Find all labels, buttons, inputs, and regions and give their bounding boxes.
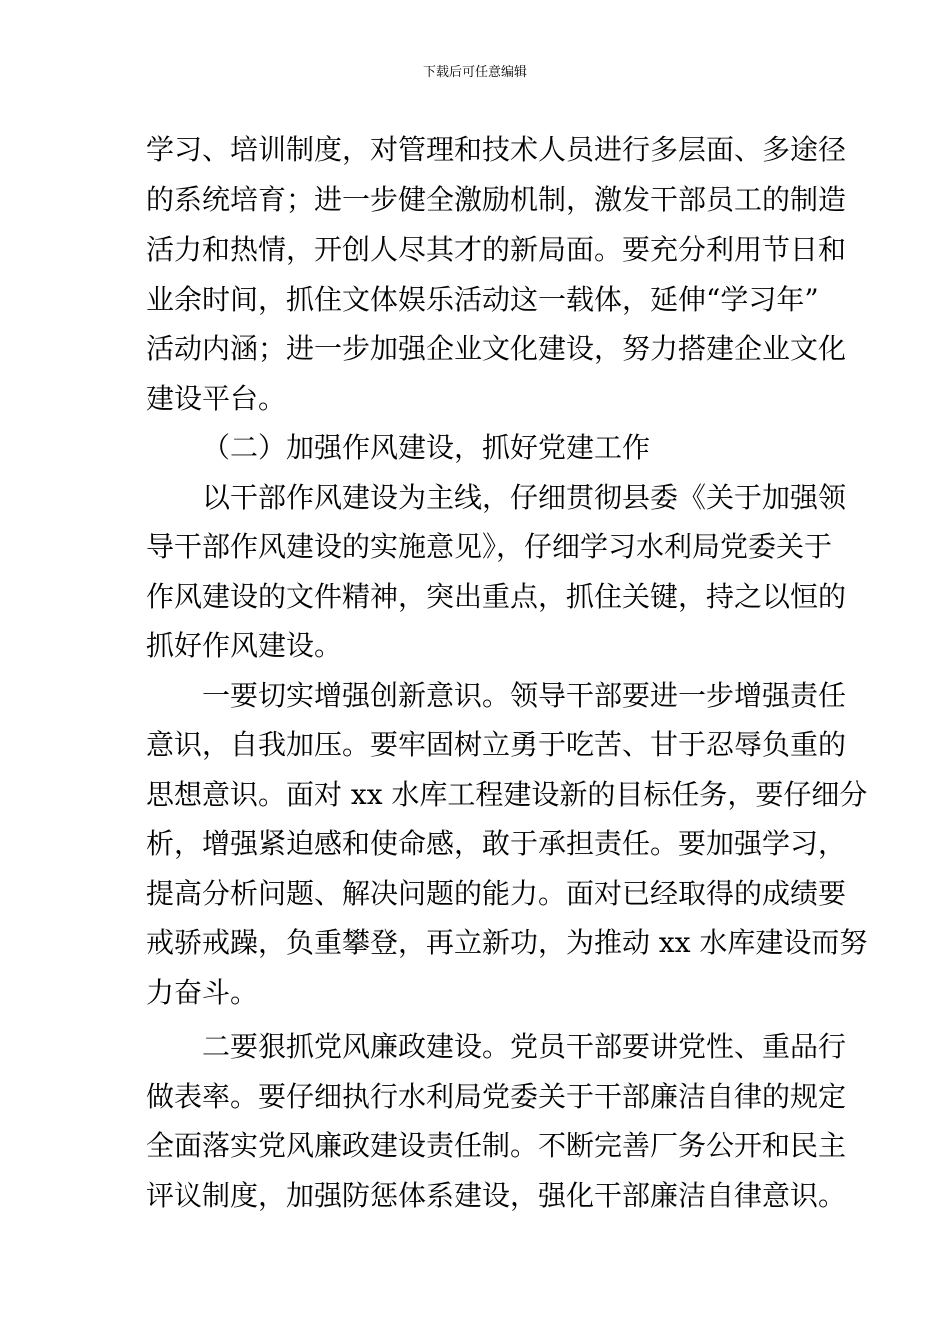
page-header-note: 下载后可任意编辑 [422, 65, 527, 80]
body-line: 全面落实党风廉政建设责任制。不断完善厂务公开和民主 [146, 1129, 847, 1162]
body-line: 思想意识。面对 xx 水库工程建设新的目标任务，要仔细分 [146, 778, 868, 811]
body-line: 导干部作风建设的实施意见》，仔细学习水利局党委关于 [146, 530, 833, 563]
body-line: 一要切实增强创新意识。领导干部要进一步增强责任 [202, 679, 847, 712]
body-line: 活力和热情，开创人尽其才的新局面。要充分利用节日和 [146, 233, 847, 266]
body-line: 抓好作风建设。 [146, 629, 343, 662]
body-line: 析，增强紧迫感和使命感，敢于承担责任。要加强学习， [146, 827, 847, 860]
body-line: 活动内涵；进一步加强企业文化建设，努力搭建企业文化 [146, 332, 847, 365]
body-line: 建设平台。 [146, 382, 287, 415]
body-line: 做表率。要仔细执行水利局党委关于干部廉洁自律的规定 [146, 1080, 847, 1113]
section-heading: （二）加强作风建设，抓好党建工作 [202, 431, 651, 464]
body-line: 评议制度，加强防惩体系建设，强化干部廉洁自律意识。 [146, 1179, 847, 1212]
body-line: 戒骄戒躁，负重攀登，再立新功，为推动 xx 水库建设而努 [146, 926, 868, 959]
body-line: 以干部作风建设为主线，仔细贯彻县委《关于加强领 [202, 481, 847, 514]
body-line: 学习、培训制度，对管理和技术人员进行多层面、多途径 [146, 133, 847, 166]
body-line: 的系统培育；进一步健全激励机制，激发干部员工的制造 [146, 183, 847, 216]
body-line: 力奋斗。 [146, 976, 259, 1009]
body-line: 意识，自我加压。要牢固树立勇于吃苦、甘于忍辱负重的 [146, 728, 847, 761]
body-line: 二要狠抓党风廉政建设。党员干部要讲党性、重品行 [202, 1030, 847, 1063]
body-line: 业余时间，抓住文体娱乐活动这一载体，延伸“学习年” [146, 283, 819, 316]
body-line: 作风建设的文件精神，突出重点，抓住关键，持之以恒的 [146, 580, 847, 613]
body-line: 提高分析问题、解决问题的能力。面对已经取得的成绩要 [146, 877, 847, 910]
